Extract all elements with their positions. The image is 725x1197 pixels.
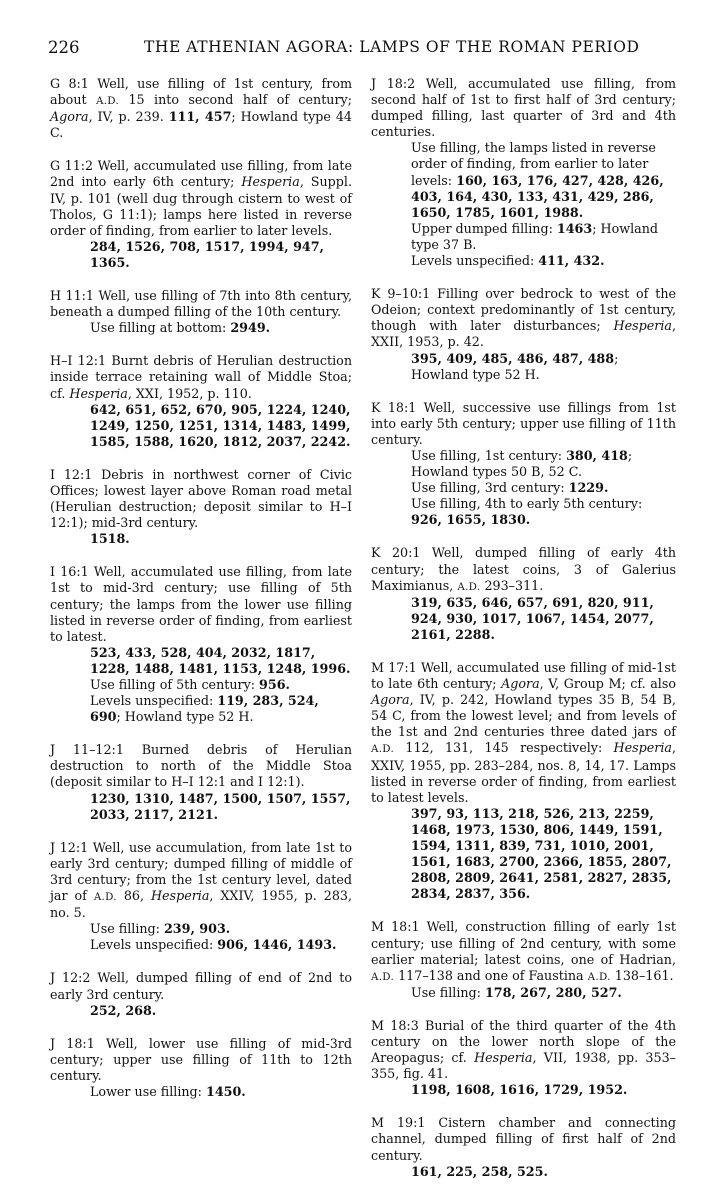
deposit-description — [371, 1115, 676, 1163]
publication-title: Hesperia — [69, 385, 128, 401]
deposit-detail-line — [371, 1164, 676, 1180]
text-run: I 16:1 Well, accumulated use filling, from late 1st to mid-3rd century; use filling of 5th century; the lamps from the lower use filling listed in reverse order of finding, from earliest to latest. — [50, 564, 352, 644]
text-run: Use filling, 1st century: — [411, 447, 567, 463]
deposit-detail-line — [371, 496, 676, 528]
left-column — [50, 76, 352, 1117]
lamp-catalogue-numbers: 411, 432. — [538, 253, 605, 269]
text-run: Use filling at bottom: — [90, 320, 231, 336]
deposit-description — [371, 545, 676, 594]
text-run: Use filling: — [411, 984, 485, 1000]
deposit-description — [50, 564, 352, 644]
text-run: , XXIV, 1955, pp. 283–284, nos. 8, 14, 17. Lamps listed in reverse order of finding, from earliest to latest levels. — [371, 740, 676, 805]
publication-title: Hesperia — [613, 740, 672, 756]
lamp-catalogue-numbers: 1230, 1310, 1487, 1500, 1507, 1557, 2033, 2117, 2121. — [90, 790, 351, 822]
deposit-description — [371, 286, 676, 350]
text-run: , IV, p. 242, Howland types 35 B, 54 B, 54 C, from the lowest level; and from levels of the 1st and 2nd centuries three dated jars of — [371, 692, 676, 740]
deposit-entry — [50, 158, 352, 271]
text-run: Levels unspecified: — [411, 253, 539, 269]
text-run: J 12:1 Well, use accumulation, from late 1st to early 3rd century; dumped filling of middle of 3rd century; from the 1st century level, dated jar of — [50, 839, 352, 904]
text-run: M 18:1 Well, construction filling of early 1st century; use filling of 2nd century, with some earlier material; latest coins, one of Hadrian, — [371, 919, 676, 967]
text-run: 15 into second half of century; — [119, 92, 352, 108]
deposit-entry — [50, 353, 352, 450]
text-run: , XXI, 1952, p. 110. — [127, 385, 252, 401]
text-run: ; Howland type 37 B. — [411, 220, 658, 252]
lamp-catalogue-numbers: 161, 225, 258, 525. — [411, 1163, 548, 1179]
lamp-catalogue-numbers: 319, 635, 646, 657, 691, 820, 911, 924, 930, 1017, 1067, 1454, 2077, 2161, 2288. — [411, 594, 654, 642]
right-column — [371, 76, 676, 1197]
text-run: , Suppl. IV, p. 101 (well dug through cistern to west of Tholos, G 11:1); lamps here listed in reverse order of finding, from earlier to later levels. — [50, 174, 353, 238]
deposit-detail-line — [50, 645, 352, 677]
deposit-description — [371, 1018, 676, 1082]
deposit-detail-line — [371, 985, 676, 1001]
text-run: J 18:2 Well, accumulated use filling, from second half of 1st to first half of 3rd century; dumped filling, last quarter of 3rd and 4th centuries. — [371, 76, 676, 140]
publication-title: Agora — [50, 109, 89, 125]
text-run: Use filling of 5th century: — [90, 677, 260, 692]
lamp-catalogue-numbers: 119, 283, 524, 690 — [90, 693, 319, 725]
deposit-entry — [371, 545, 676, 643]
page-number: 226 — [48, 38, 80, 57]
deposit-detail-line — [50, 531, 352, 547]
deposit-description — [371, 660, 676, 806]
text-run: Use filling, 3rd century: — [411, 480, 569, 496]
text-run: 112, 131, 145 respectively: — [394, 740, 614, 756]
text-run: ; Howland type 44 C. — [50, 109, 352, 141]
text-run: Lower use filling: — [90, 1083, 206, 1099]
deposit-description — [50, 467, 352, 531]
publication-title: Agora — [371, 692, 410, 708]
lamp-catalogue-numbers: 1229. — [568, 480, 609, 496]
deposit-detail-line — [50, 239, 352, 271]
deposit-description — [371, 76, 676, 140]
deposit-entry — [50, 1036, 352, 1100]
era-abbreviation: A.D. — [457, 580, 481, 593]
deposit-entry — [50, 564, 352, 725]
lamp-catalogue-numbers: 642, 651, 652, 670, 905, 1224, 1240, 1249, 1250, 1251, 1314, 1483, 1499, 1585, 1588, 1620, 1812, 2037, 2242. — [90, 401, 351, 449]
text-run: Use filling, the lamps listed in reverse order of finding, from earlier to later levels: — [411, 140, 656, 188]
text-run: 86, — [116, 888, 151, 904]
deposit-description — [50, 288, 352, 320]
lamp-catalogue-numbers: 523, 433, 528, 404, 2032, 1817, 1228, 1488, 1481, 1153, 1248, 1996. — [90, 644, 351, 676]
era-abbreviation: A.D. — [371, 970, 395, 983]
text-run: ; Howland type 52 H. — [116, 709, 254, 725]
lamp-catalogue-numbers: 1198, 1608, 1616, 1729, 1952. — [411, 1082, 628, 1098]
lamp-catalogue-numbers: 1450. — [206, 1083, 246, 1099]
publication-title: Hesperia — [613, 318, 672, 334]
text-run: 293–311. — [480, 577, 544, 593]
lamp-catalogue-numbers: 380, 418 — [566, 447, 628, 463]
deposit-description — [50, 353, 352, 401]
lamp-catalogue-numbers: 1463 — [556, 220, 593, 236]
text-run: , VII, 1938, pp. 353–355, fig. 41. — [371, 1050, 676, 1082]
deposit-entry — [371, 1115, 676, 1179]
running-head-title: THE ATHENIAN AGORA: LAMPS OF THE ROMAN PERIOD — [144, 38, 640, 56]
deposit-detail-line — [371, 806, 676, 903]
text-run: J 18:1 Well, lower use filling of mid-3rd century; upper use filling of 11th to 12th century. — [50, 1035, 352, 1083]
publication-title: Hesperia — [150, 888, 210, 904]
deposit-detail-line — [50, 921, 352, 937]
deposit-detail-line — [50, 677, 352, 693]
deposit-detail-line — [371, 480, 676, 496]
deposit-detail-line — [371, 221, 676, 253]
deposit-entry — [50, 288, 352, 336]
text-run: J 11–12:1 Burned debris of Herulian destruction to north of the Middle Stoa (deposit similar to H–I 12:1 and I 12:1). — [50, 742, 352, 790]
lamp-catalogue-numbers: 252, 268. — [90, 1002, 157, 1018]
text-run: Use filling, 4th to early 5th century: — [411, 496, 643, 512]
text-run: 138–161. — [610, 967, 674, 983]
deposit-entry — [371, 286, 676, 383]
text-run: G 8:1 Well, use filling of 1st century, from about — [50, 76, 352, 108]
deposit-description — [371, 919, 676, 984]
deposit-detail-line — [371, 595, 676, 643]
deposit-description — [50, 840, 352, 921]
text-run: ; Howland types 50 B, 52 C. — [411, 447, 633, 480]
deposit-entry — [50, 742, 352, 822]
deposit-description — [371, 400, 676, 448]
lamp-catalogue-numbers: 926, 1655, 1830. — [411, 512, 531, 528]
deposit-detail-line — [50, 791, 352, 823]
publication-title: Agora — [501, 676, 540, 692]
lamp-catalogue-numbers: 906, 1446, 1493. — [217, 937, 337, 953]
deposit-entry — [50, 840, 352, 954]
deposit-entry — [371, 1018, 676, 1098]
lamp-catalogue-numbers: 160, 163, 176, 427, 428, 426, 403, 164, 430, 133, 431, 429, 286, 1650, 1785, 1601, 1988. — [411, 172, 664, 220]
text-run: K 20:1 Well, dumped filling of early 4th century; the latest coins, 3 of Galerius Maximianus, — [371, 545, 676, 593]
deposit-detail-line — [50, 1003, 352, 1019]
deposit-entry — [50, 970, 352, 1018]
deposit-entry — [50, 76, 352, 141]
deposit-detail-line — [50, 402, 352, 450]
deposit-description — [50, 1036, 352, 1084]
lamp-catalogue-numbers: 956. — [259, 677, 290, 692]
lamp-catalogue-numbers: 2949. — [230, 320, 271, 336]
deposit-description — [50, 970, 352, 1002]
deposit-entry — [371, 919, 676, 1000]
deposit-detail-line — [50, 320, 352, 336]
text-run: Upper dumped filling: — [411, 220, 557, 236]
deposit-detail-line — [371, 1082, 676, 1098]
text-run: Levels unspecified: — [90, 937, 218, 953]
text-run: , XXIV, 1955, p. 283, no. 5. — [50, 888, 353, 921]
text-run: Use filling: — [90, 921, 164, 937]
text-run: J 12:2 Well, dumped filling of end of 2nd to early 3rd century. — [50, 970, 352, 1002]
text-run: ; Howland type 52 H. — [411, 350, 619, 382]
text-run: M 17:1 Well, accumulated use filling of mid-1st to late 6th century; — [371, 660, 676, 692]
era-abbreviation: A.D. — [93, 891, 117, 904]
text-run: G 11:2 Well, accumulated use filling, from late 2nd into early 6th century; — [50, 158, 352, 190]
text-run: K 9–10:1 Filling over bedrock to west of the Odeion; context predominantly of 1st century, though with later disturbances; — [371, 286, 676, 334]
deposit-detail-line — [50, 937, 352, 953]
text-run: M 18:3 Burial of the third quarter of the 4th century on the lower north slope of the Areopagus; cf. — [371, 1017, 676, 1066]
deposit-entry — [50, 467, 352, 547]
publication-title: Hesperia — [241, 174, 300, 190]
text-run: H–I 12:1 Burnt debris of Herulian destruction inside terrace retaining wall of Middle Stoa; cf. — [50, 353, 352, 401]
lamp-catalogue-numbers: 284, 1526, 708, 1517, 1994, 947, 1365. — [90, 238, 324, 270]
text-run: , IV, p. 239. — [88, 109, 169, 125]
deposit-entry — [371, 76, 676, 269]
era-abbreviation: A.D. — [96, 95, 120, 108]
lamp-catalogue-numbers: 1518. — [90, 531, 130, 547]
publication-title: Hesperia — [474, 1050, 533, 1066]
text-run: M 19:1 Cistern chamber and connecting channel, dumped filling of first half of 2nd century. — [371, 1115, 676, 1163]
lamp-catalogue-numbers: 111, 457 — [168, 109, 232, 125]
deposit-description — [50, 742, 352, 790]
deposit-entry — [371, 660, 676, 902]
deposit-detail-line — [50, 693, 352, 725]
text-run: 117–138 and one of Faustina — [394, 967, 588, 983]
text-run: , V, Group M; cf. also — [539, 676, 676, 692]
running-header — [48, 38, 688, 62]
deposit-entry — [371, 400, 676, 529]
text-run: H 11:1 Well, use filling of 7th into 8th century, beneath a dumped filling of the 10th century. — [50, 288, 352, 320]
deposit-detail-line — [371, 140, 676, 220]
era-abbreviation: A.D. — [587, 970, 611, 983]
deposit-detail-line — [371, 351, 676, 383]
text-run: , XXII, 1953, p. 42. — [371, 318, 676, 350]
lamp-catalogue-numbers: 397, 93, 113, 218, 526, 213, 2259, 1468, 1973, 1530, 806, 1449, 1591, 1594, 1311, 839, 731, 1010, 2001, 1561, 1683, 2700, 2366, 1855, 2807, 2808, 2809, 2641, 2581, 2827, 2835, 2834, 2837, 356. — [411, 805, 672, 902]
text-run: Levels unspecified: — [90, 693, 218, 709]
lamp-catalogue-numbers: 395, 409, 485, 486, 487, 488 — [411, 350, 615, 366]
lamp-catalogue-numbers: 178, 267, 280, 527. — [484, 984, 622, 1000]
deposit-description — [50, 76, 352, 141]
text-run: K 18:1 Well, successive use fillings from 1st into early 5th century; upper use filling of 11th century. — [371, 399, 676, 447]
deposit-detail-line — [371, 448, 676, 480]
lamp-catalogue-numbers: 239, 903. — [163, 921, 231, 937]
era-abbreviation: A.D. — [371, 743, 395, 756]
deposit-detail-line — [371, 253, 676, 269]
deposit-description — [50, 158, 352, 238]
deposit-detail-line — [50, 1084, 352, 1100]
text-run: I 12:1 Debris in northwest corner of Civic Offices; lowest layer above Roman road metal (Herulian destruction; deposit similar to H–I 12:1); mid-3rd century. — [50, 466, 352, 531]
